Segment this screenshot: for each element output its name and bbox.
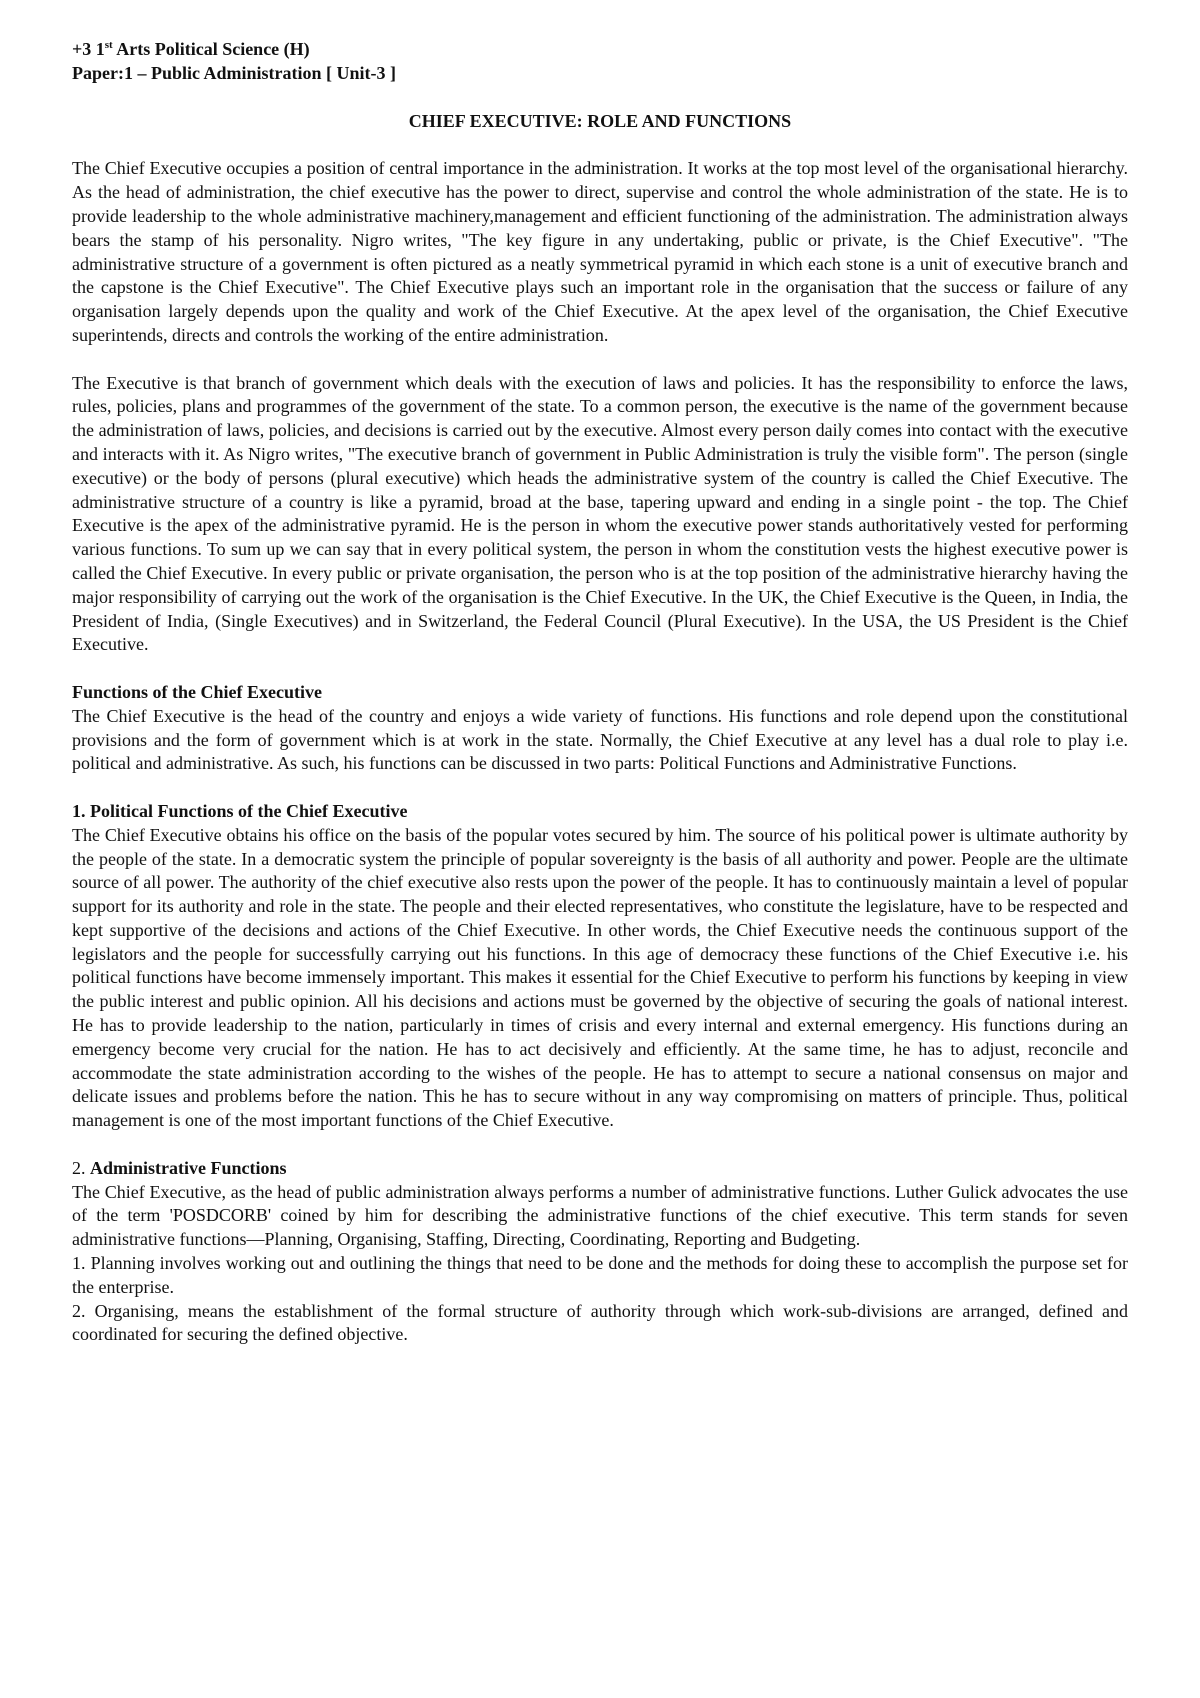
political-functions-paragraph: The Chief Executive obtains his office on the basis of the popular votes secured by him. The source of his political power is ultimate authority by the people of the state. In a democratic system the principle of popular sovereignty is the basis of all authority and power. People are the ultimate source of all power. The authority of the chief executive also rests upon the power of the people. It has to continuously maintain a level of popular support for its authority and role in the state. The people and their elected representatives, who constitute the legislature, have to be respected and kept supportive of the decisions and actions of the Chief Executive. In other words, the Chief Executive needs the continuous support of the legislators and the people for successfully carrying out his functions. In this age of democracy these functions of the Chief Executive i.e. his political functions have become immensely important. This makes it essential for the Chief Executive to perform his functions by keeping in view the public interest and public opinion. All his decisions and actions must be governed by the objective of securing the goals of national interest. He has to provide leadership to the nation, particularly in times of crisis and every internal and external emergency. His functions during an emergency become very crucial for the nation. He has to act decisively and efficiently. At the same time, he has to adjust, reconcile and accommodate the state administration according to the wishes of the people. He has to attempt to secure a national consensus on major and delicate issues and problems before the nation. This he has to secure without in any way compromising on matters of principle. Thus, political management is one of the most important functions of the Chief Executive.	[72, 824, 1128, 1131]
intro-paragraph-2: The Executive is that branch of government which deals with the execution of laws and policies. It has the responsibility to enforce the laws, rules, policies, plans and programmes of the government of the state. To a common person, the executive is the name of the government because the administration of laws, policies, and decisions is carried out by the executive. Almost every person daily comes into contact with the executive and interacts with it. As Nigro writes, "The executive branch of government in Public Administration is truly the visible form". The person (single executive) or the body of persons (plural executive) which heads the administrative system of the country is called the Chief Executive. The administrative structure of a country is like a pyramid, broad at the base, tapering upward and ending in a single point - the top. The Chief Executive is the apex of the administrative pyramid. He is the person in whom the executive power stands authoritatively vested for performing various functions. To sum up we can say that in every political system, the person in whom the constitution vests the highest executive power is called the Chief Executive. In every public or private organisation, the person who is at the top position of the administrative hierarchy having the major responsibility of carrying out the work of the organisation is the Chief Executive. In the UK, the Chief Executive is the Queen, in India, the President of India, (Single Executives) and in Switzerland, the Federal Council (Plural Executive). In the USA, the US President is the Chief Executive.	[72, 372, 1128, 655]
list-item-planning: 1. Planning involves working out and outlining the things that need to be done and the methods for doing these to accomplish the purpose set for the enterprise.	[72, 1253, 1128, 1297]
section-title: Administrative Functions	[90, 1157, 287, 1178]
ordinal-suffix: st	[104, 39, 113, 51]
course-name: Arts Political Science (H)	[112, 39, 310, 59]
intro-paragraph-1: The Chief Executive occupies a position of central importance in the administration. It works at the top most level of the organisational hierarchy. As the head of administration, the chief executive has the power to direct, supervise and control the whole administration of the state. He is to provide leadership to the whole administrative machinery,management and efficient functioning of the administration. The administration always bears the stamp of his personality. Nigro writes, "The key figure in any undertaking, public or private, is the Chief Executive". "The administrative structure of a government is often pictured as a neatly symmetrical pyramid in which each stone is a unit of executive branch and the capstone is the Chief Executive". The Chief Executive plays such an important role in the organisation that the success or failure of any organisation largely depends upon the quality and work of the Chief Executive. At the apex level of the organisation, the Chief Executive superintends, directs and controls the working of the entire administration.	[72, 158, 1128, 345]
administrative-functions-paragraph: The Chief Executive, as the head of public administration always performs a number of administrative functions. Luther Gulick advocates the use of the term 'POSDCORB' coined by him for describing the administrative functions of the chief executive. This term stands for seven administrative functions—Planning, Organising, Staffing, Directing, Coordinating, Reporting and Budgeting.	[72, 1181, 1128, 1250]
paper-header: Paper:1 – Public Administration [ Unit-3 ]	[72, 62, 396, 83]
document-title: CHIEF EXECUTIVE: ROLE AND FUNCTIONS	[408, 110, 792, 131]
list-item-organising: 2. Organising, means the establishment of the formal structure of authority through which work-sub-divisions are arranged, defined and coordinated for securing the defined objective.	[72, 1300, 1128, 1345]
course-prefix: +3 1	[72, 39, 105, 59]
functions-heading: Functions of the Chief Executive	[72, 681, 322, 702]
section-number: 2.	[72, 1157, 90, 1178]
administrative-functions-heading	[72, 1157, 1128, 1181]
course-header	[72, 38, 1128, 62]
political-functions-heading: 1. Political Functions of the Chief Executive	[72, 800, 408, 821]
functions-paragraph: The Chief Executive is the head of the country and enjoys a wide variety of functions. His functions and role depend upon the constitutional provisions and the form of government which is at work in the state. Normally, the Chief Executive at any level has a dual role to play i.e. political and administrative. As such, his functions can be discussed in two parts: Political Functions and Administrative Functions.	[72, 705, 1128, 774]
